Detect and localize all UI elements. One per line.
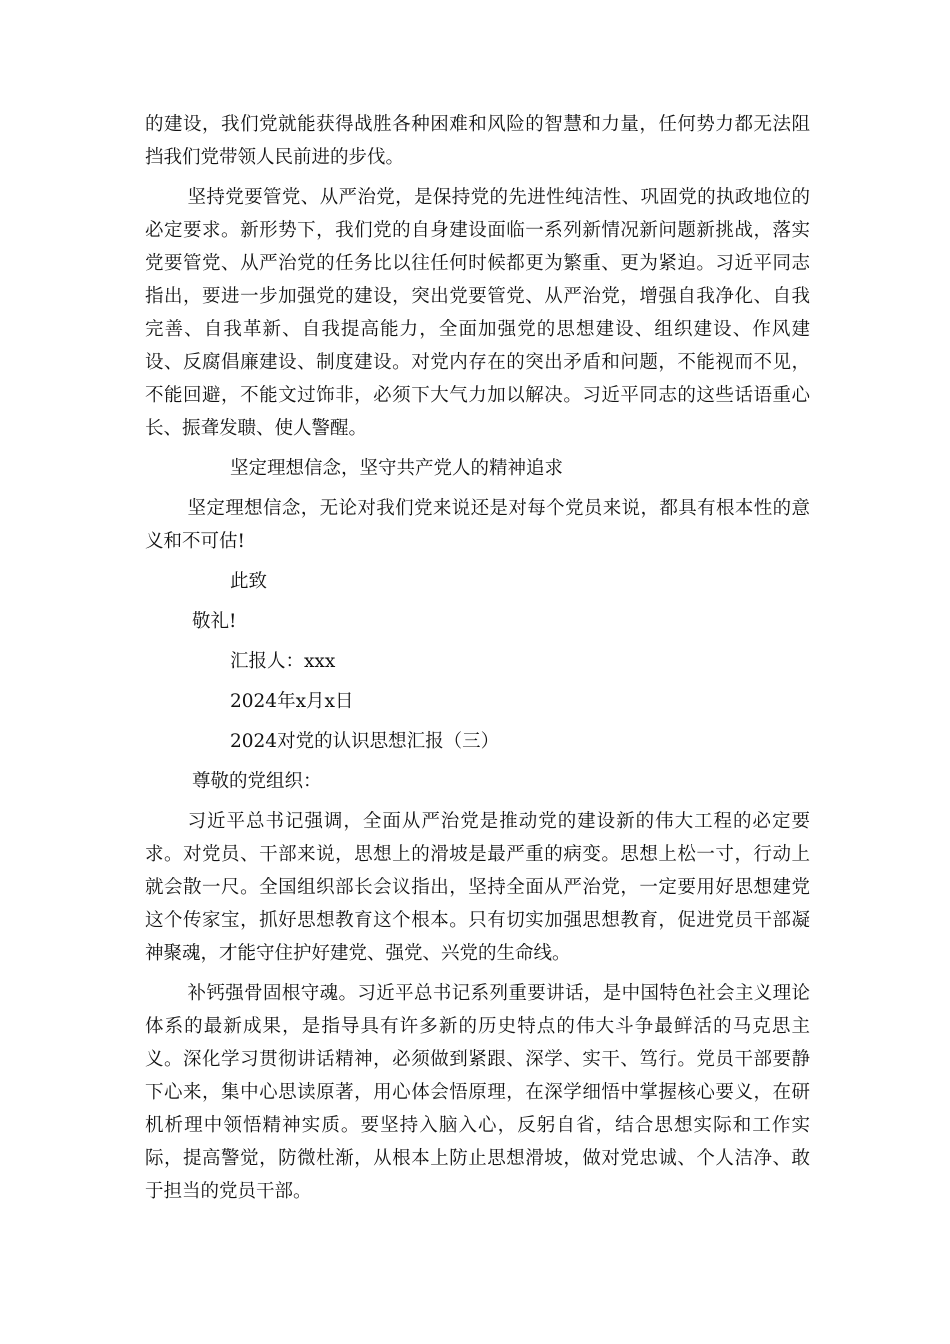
report-title: 2024对党的认识思想汇报（三）: [230, 731, 500, 752]
date-line: 2024年x月x日: [230, 691, 354, 712]
reporter-line: 汇报人：xxx: [230, 651, 336, 672]
body-paragraph: 坚定理想信念，无论对我们党来说还是对每个党员来说，都具有根本性的意义和不可估!: [145, 498, 810, 552]
closing-salutation: 此致: [230, 571, 268, 592]
body-paragraph: 坚持党要管党、从严治党，是保持党的先进性纯洁性、巩固党的执政地位的必定要求。新形势下，我们党的自身建设面临一系列新情况新问题新挑战，落实党要管党、从严治党的任务比以往任何时候都更为繁重、更为紧迫。习近平同志指出，要进一步加强党的建设，突出党要管党、从严治党，增强自我净化、自我完善、自我革新、自我提高能力，全面加强党的思想建设、组织建设、作风建设、反腐倡廉建设、制度建设。对党内存在的突出矛盾和问题，不能视而不见，不能回避，不能文过饰非，必须下大气力加以解决。习近平同志的这些话语重心长、振聋发聩、使人警醒。: [145, 187, 810, 439]
document-page: [145, 108, 810, 1215]
body-paragraph: 补钙强骨固根守魂。习近平总书记系列重要讲话，是中国特色社会主义理论体系的最新成果，是指导具有许多新的历史特点的伟大斗争最鲜活的马克思主义。深化学习贯彻讲话精神，必须做到紧跟、深学、实干、笃行。党员干部要静下心来，集中心思读原著，用心体会悟原理，在深学细悟中掌握核心要义，在研机析理中领悟精神实质。要坚持入脑入心，反躬自省，结合思想实际和工作实际，提高警觉，防微杜渐，从根本上防止思想滑坡，做对党忠诚、个人洁净、敢于担当的党员干部。: [145, 983, 810, 1202]
body-paragraph: 习近平总书记强调，全面从严治党是推动党的建设新的伟大工程的必定要求。对党员、干部来说，思想上的滑坡是最严重的病变。思想上松一寸，行动上就会散一尺。全国组织部长会议指出，坚持全面从严治党，一定要用好思想建党这个传家宝，抓好思想教育这个根本。只有切实加强思想教育，促进党员干部凝神聚魂，才能守住护好建党、强党、兴党的生命线。: [145, 811, 810, 964]
greeting-line: 尊敬的党组织：: [192, 771, 322, 792]
closing-regards: 敬礼!: [192, 611, 237, 632]
section-heading: 坚定理想信念，坚守共产党人的精神追求: [230, 458, 564, 479]
body-paragraph-continuation: 的建设，我们党就能获得战胜各种困难和风险的智慧和力量，任何势力都无法阻挡我们党带领人民前进的步伐。: [145, 114, 810, 168]
